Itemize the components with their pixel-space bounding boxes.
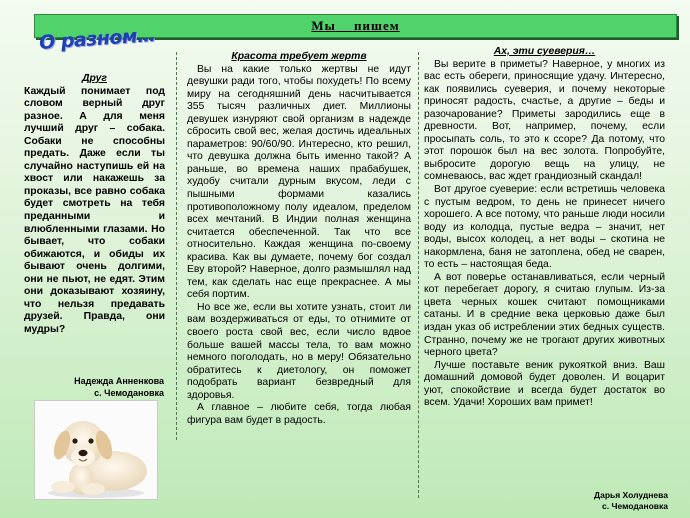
header-title: Мы пишем xyxy=(311,18,400,33)
puppy-photo xyxy=(34,400,158,500)
article-superstitions xyxy=(424,46,665,410)
article-superstitions-heading: Ах, эти суеверия… xyxy=(493,46,596,57)
column-divider-right xyxy=(418,52,419,498)
article-superstitions-paragraph-2: Вот другое суеверие: если встретишь человека с пустым ведром, то день не принесет ничего хорошего. А все потому, что раньше люди носили воду из колодца, пустые ведра – значит, нет воды, высох колодец, а нет воды – скотина не накормлена, баня не затоплена, обед не сварен, то есть – настоящая беда. xyxy=(424,184,665,271)
article-beauty-paragraph-1: Вы на какие только жертвы не идут девушки ради того, чтобы похудеть! По всему миру на сегодняшний день насчитывается 355 тысяч различных диет. Миллионы девушек изнуряют свой организм в надежде сбросить свой вес, желая достичь идеальных параметров: 90/60/90. Интересно, кто решил, что девушка должна быть именно такой? А раньше, во времена наших прабабушек, худобу считали дурным вкусом, леди с пышными формами казались противоположному полу идеалом, пределом всех мечтаний. В Индии полная женщина считается обеспеченной. Так что все относительно. Каждая женщина по-своему красива. Как вы думаете, почему бог создал Еву второй? Наверное, долго размышлял над тем, как сделать нас еще прекраснее. А мы себя портим. xyxy=(187,63,411,301)
article-superstitions-author: Дарья Холуднева xyxy=(594,490,668,500)
article-superstitions-paragraph-4: Лучше поставьте веник рукояткой вниз. Ваш домашний домовой будет доволен. И воцарит уют, спокойствие и всегда будет достаток во всем. Удачи! Хороших вам примет! xyxy=(424,359,665,409)
article-friend-signature xyxy=(40,375,164,399)
article-friend xyxy=(24,73,165,336)
article-beauty xyxy=(187,51,411,427)
puppy-icon xyxy=(35,401,157,499)
article-superstitions-paragraph-1: Вы верите в приметы? Наверное, у многих из вас есть обереги, приносящие удачу. Интересно, как появились суеверия, и почему некоторые приносят радость, счастье, а другие – беды и разочарование? Приметы зародились еще в древности. Вот, например, почему, если просыпать соль, то это к ссоре? Да потому, что этот порошок был на вес золота. Попробуйте, выбросите дорогую вещь на улицу, не сомневаюсь, вас ждет грандиозный скандал! xyxy=(424,58,665,183)
article-superstitions-school: с. Чемодановка xyxy=(602,501,668,511)
article-friend-body: Каждый понимает под словом верный друг разное. А для меня лучший друг – собака. Собаки не способны предать. Даже если ты случайно наступишь ей на хвост или накажешь за проказы, все равно собака будет смотреть на тебя преданными и влюбленными глазами. Но бывает, что собаки обижаются, и обиды их бывают очень долгими, они не пьют, не едят. Этим они доказывают хозяину, что нельзя предавать друзей. Правда, они мудры? xyxy=(24,85,165,335)
article-beauty-paragraph-2: Но все же, если вы хотите узнать, стоит ли вам воздерживаться от еды, то отнимите от своего роста свой вес, если число вдвое больше вашей массы тела, то вам можно немного поголодать, но в меру! Обязательно обратитесь к диетологу, он поможет подобрать вариант безвредный для здоровья. xyxy=(187,301,411,401)
article-friend-author: Надежда Анненкова xyxy=(74,376,164,386)
section-title: О разном… xyxy=(38,23,157,54)
article-superstitions-signature xyxy=(556,490,668,512)
article-friend-school: с. Чемодановка xyxy=(94,388,164,398)
article-friend-heading: Друг xyxy=(82,73,107,84)
article-beauty-paragraph-3: А главное – любите себя, тогда любая фигура вам будет в радость. xyxy=(187,402,411,426)
article-beauty-heading: Красота требует жертв xyxy=(231,51,367,62)
article-superstitions-paragraph-3: А вот поверье останавливаться, если черный кот перебегает дорогу, я считаю глупым. Из-за цвета черных кошек считают помощниками сатаны. И в средние века церковью даже был издан указ об истреблении этих бедных существ. Странно, почему же не трогают других животных черного цвета? xyxy=(424,271,665,359)
column-divider-left xyxy=(176,52,177,440)
